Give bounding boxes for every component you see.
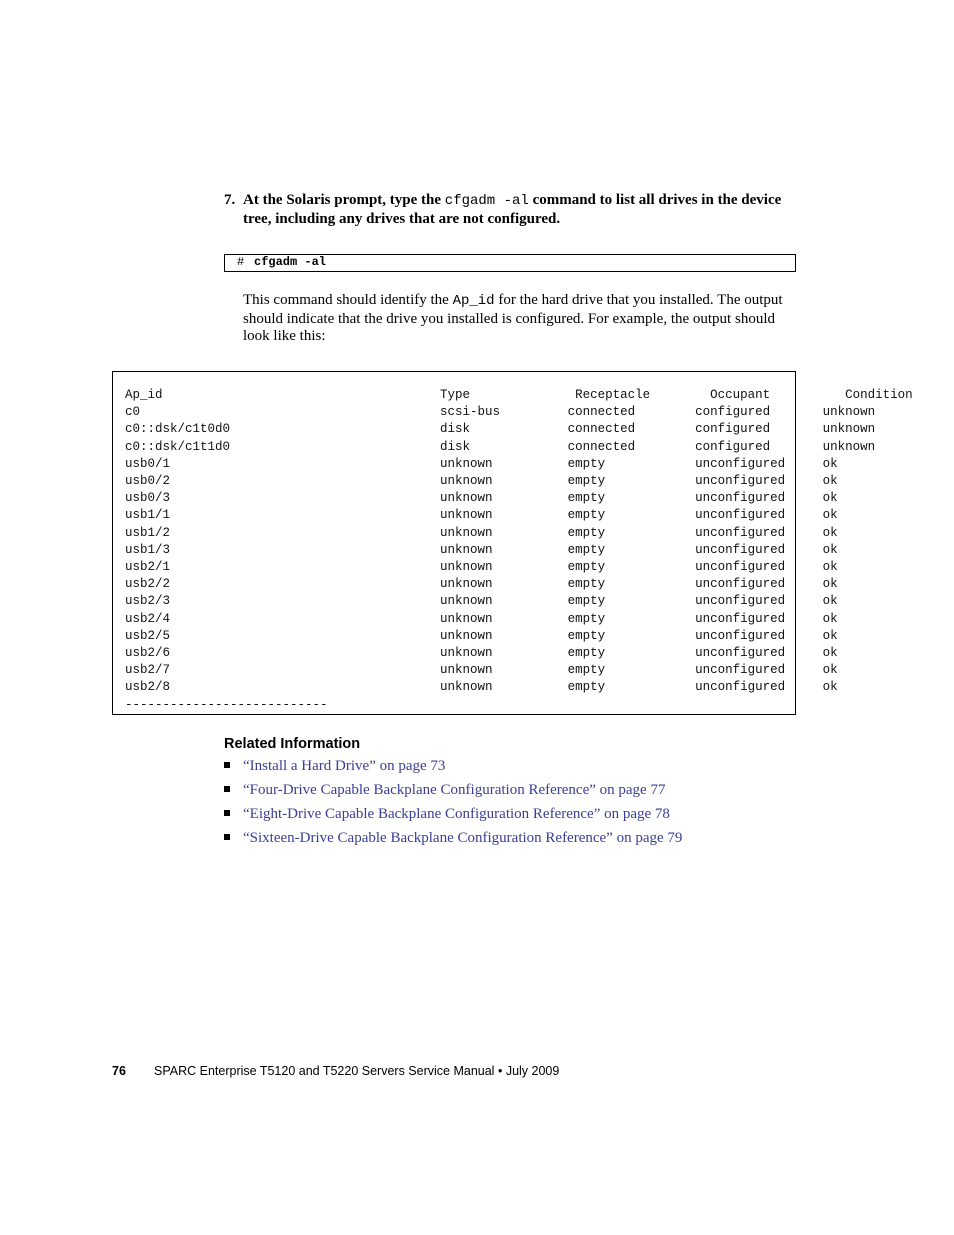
- output-row: usb0/1 unknown empty unconfigured ok: [125, 456, 838, 471]
- explanation-before: This command should identify the: [243, 292, 453, 308]
- explanation-paragraph: [243, 292, 803, 346]
- output-row: usb2/5 unknown empty unconfigured ok: [125, 628, 838, 643]
- explanation-inline-code: Ap_id: [452, 293, 495, 309]
- step-instruction: [243, 191, 799, 228]
- command-output-box: [112, 371, 913, 715]
- output-row: usb2/3 unknown empty unconfigured ok: [125, 594, 838, 609]
- step-text-after: command to list all drives in the device tree, including any drives that are not configured.: [243, 192, 782, 227]
- footer-date: July 2009: [505, 1064, 560, 1078]
- square-bullet-icon: [224, 786, 230, 792]
- output-row: usb2/7 unknown empty unconfigured ok: [125, 663, 838, 678]
- output-row: usb2/1 unknown empty unconfigured ok: [125, 560, 838, 575]
- step-number: 7.: [224, 192, 236, 208]
- output-row: usb0/2 unknown empty unconfigured ok: [125, 474, 838, 489]
- page-number: 76: [112, 1064, 126, 1078]
- related-link[interactable]: “Install a Hard Drive” on page 73: [243, 758, 446, 774]
- command-text: cfgadm -al: [254, 255, 327, 269]
- output-row: usb0/3 unknown empty unconfigured ok: [125, 491, 838, 506]
- page-footer: [112, 1064, 559, 1078]
- output-row: c0::dsk/c1t0d0 disk connected configured unknown: [125, 422, 876, 437]
- command-output: [125, 387, 913, 714]
- output-row: usb2/6 unknown empty unconfigured ok: [125, 646, 838, 661]
- explanation-after: for the hard drive that you installed. The output should indicate that the drive you installed is configured. For example, the output should look like this:: [243, 292, 783, 344]
- command-box: [224, 254, 796, 272]
- output-separator: ---------------------------: [125, 697, 328, 712]
- square-bullet-icon: [224, 810, 230, 816]
- output-row: usb1/1 unknown empty unconfigured ok: [125, 508, 838, 523]
- output-row: usb2/8 unknown empty unconfigured ok: [125, 680, 838, 695]
- related-link[interactable]: “Sixteen-Drive Capable Backplane Configuration Reference” on page 79: [243, 830, 683, 846]
- footer-bullet: •: [497, 1064, 503, 1078]
- related-link[interactable]: “Eight-Drive Capable Backplane Configuration Reference” on page 78: [243, 806, 670, 822]
- related-link[interactable]: “Four-Drive Capable Backplane Configuration Reference” on page 77: [243, 782, 666, 798]
- output-row: usb2/2 unknown empty unconfigured ok: [125, 577, 838, 592]
- output-header-row: Ap_id Type Receptacle Occupant Condition: [125, 388, 913, 402]
- related-information-heading: Related Information: [224, 736, 361, 752]
- step-7: [224, 191, 799, 228]
- square-bullet-icon: [224, 762, 230, 768]
- step-inline-code: cfgadm -al: [444, 193, 529, 209]
- output-row: c0 scsi-bus connected configured unknown: [125, 405, 876, 420]
- shell-prompt: #: [237, 255, 245, 269]
- output-row: c0::dsk/c1t1d0 disk connected configured unknown: [125, 439, 876, 454]
- square-bullet-icon: [224, 834, 230, 840]
- footer-title: SPARC Enterprise T5120 and T5220 Servers Service Manual: [154, 1064, 495, 1078]
- output-row: usb1/2 unknown empty unconfigured ok: [125, 525, 838, 540]
- output-row: usb1/3 unknown empty unconfigured ok: [125, 542, 838, 557]
- step-text-before: At the Solaris prompt, type the: [243, 192, 445, 208]
- output-row: usb2/4 unknown empty unconfigured ok: [125, 611, 838, 626]
